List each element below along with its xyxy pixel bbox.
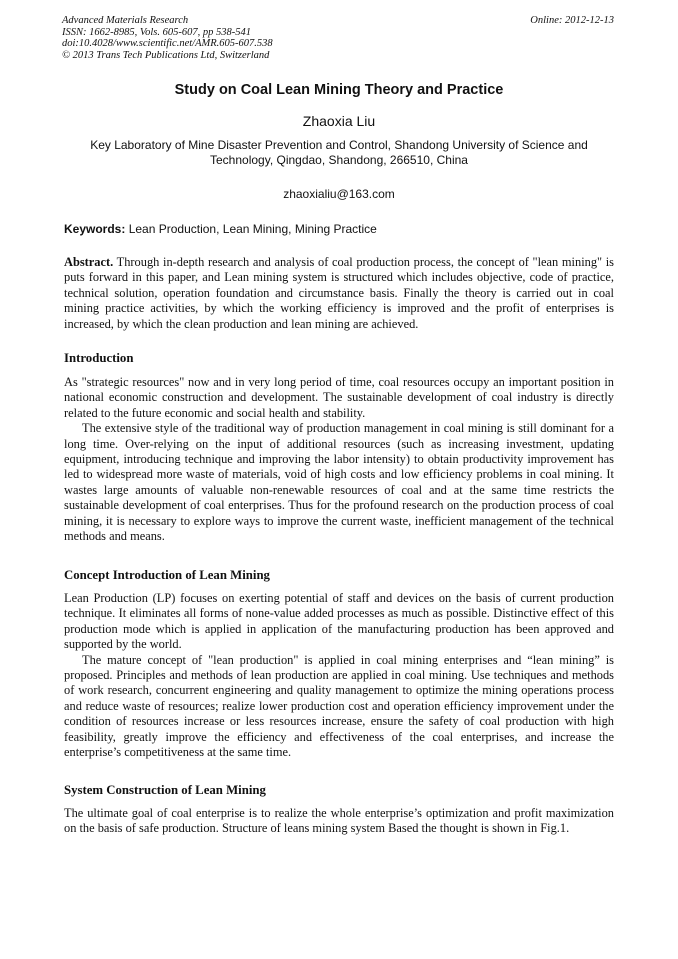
abstract-label: Abstract.	[64, 255, 114, 269]
journal-name: Advanced Materials Research	[62, 15, 189, 26]
section-system	[64, 806, 614, 837]
author-name: Zhaoxia Liu	[302, 113, 376, 129]
copyright-line: © 2013 Trans Tech Publications Ltd, Switzerland	[62, 49, 270, 61]
abstract	[64, 255, 614, 332]
paragraph: The mature concept of "lean production" is applied in coal mining enterprises and “lean mining” is proposed. Principles and methods of lean production are applied in coal mining. Use techniques and methods of work research, concurrent engineering and quality management to optimize the mining operations process and reduce waste of resources; realize lower production cost and operation efficiency improvement under the condition of resources increase or less resources increase, ensure the safety of coal production with high feasibility, greatly improve the efficiency and effectiveness of the coal enterprises, and increase the enterprise’s competitiveness at the same time.	[64, 652, 614, 760]
section-heading-introduction: Introduction	[64, 351, 134, 365]
paragraph: As "strategic resources" now and in very long period of time, coal resources occupy an important position in national economic construction and development. The sustainable development of coal industry is directly related to the future economic and social health and stability.	[64, 375, 614, 420]
journal-header	[62, 15, 273, 61]
author-email: zhaoxialiu@163.com	[283, 187, 395, 201]
paragraph: The ultimate goal of coal enterprise is to realize the whole enterprise’s optimization and profit maximization on the basis of safe production. Structure of leans mining system Based the thought is shown in Fig.1.	[64, 806, 614, 836]
keywords-line	[64, 222, 377, 236]
section-concept	[64, 591, 614, 760]
keywords-text: Lean Production, Lean Mining, Mining Practice	[128, 222, 377, 236]
abstract-text: Through in-depth research and analysis of coal production process, the concept of "lean mining" is puts forward in this paper, and Lean mining system is structured which includes objective, code of practice, technical solution, operation foundation and circumstance basis. Finally the theory is carried out in coal mining practice activities, by which the working efficiency is improved and the profit of enterprises is increased, by which the clean production and lean mining are achieved.	[64, 255, 615, 331]
doi-line: doi:10.4028/www.scientific.net/AMR.605-607.538	[62, 38, 273, 49]
paragraph: Lean Production (LP) focuses on exerting potential of staff and devices on the basis of current production technique. It eliminates all forms of none-value added processes as much as possible. Distinctive effect of this production mode which is applied in application of the manufacturing production has been approved and supported by the world.	[64, 591, 614, 652]
paragraph: The extensive style of the traditional way of production management in coal mining is still dominant for a long time. Over-relying on the input of additional resources (such as increasing investment, updating equipment, introducing technique and improving the labor intensity) to obtain productivity improvement has led to widespread more waste of materials, void of high costs and low efficiency problems in coal mining. It wastes large amounts of valuable non-renewable resources of coal and at the same time restricts the sustainable development of coal enterprises. Thus for the profound research on the production process of coal mining, it is necessary to explore ways to improve the current waste, inefficient management of the technical methods and means.	[64, 421, 614, 544]
section-heading-system: System Construction of Lean Mining	[64, 783, 266, 797]
author-affiliation: Key Laboratory of Mine Disaster Prevention and Control, Shandong University of Science and Technology, Qingdao, Shandong, 266510, China	[90, 138, 588, 167]
paper-title: Study on Coal Lean Mining Theory and Practice	[174, 82, 504, 98]
section-introduction	[64, 375, 614, 544]
section-heading-concept: Concept Introduction of Lean Mining	[64, 568, 270, 582]
online-date: Online: 2012-12-13	[530, 15, 614, 26]
keywords-label: Keywords:	[64, 222, 126, 236]
issn-line: ISSN: 1662-8985, Vols. 605-607, pp 538-541	[62, 26, 251, 38]
